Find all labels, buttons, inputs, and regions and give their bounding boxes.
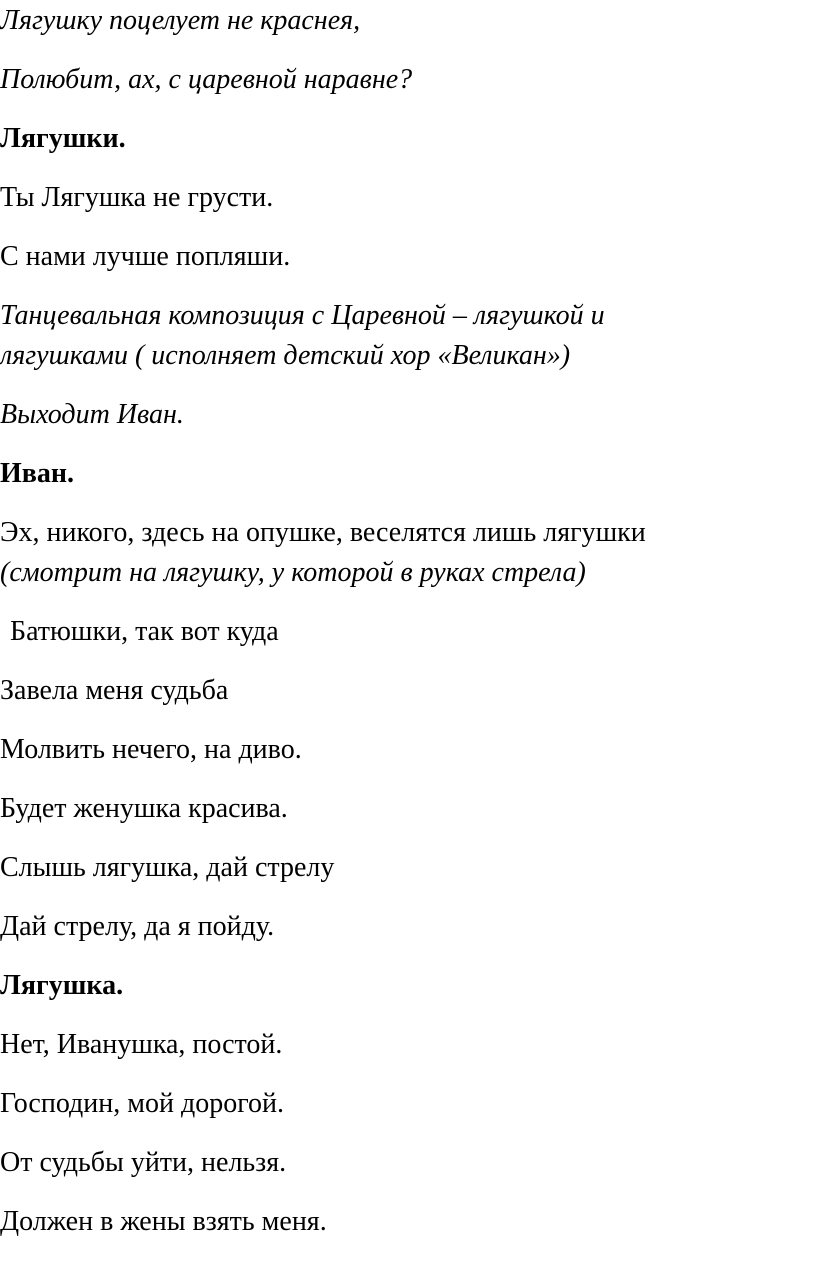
verse-line: Ты Лягушка не грусти.: [0, 182, 274, 213]
verse-line: Полюбит, ах, с царевной наравне?: [0, 64, 413, 95]
verse-line: Должен в жены взять меня.: [0, 1206, 327, 1237]
verse-line: Молвить нечего, на диво.: [0, 734, 302, 765]
stage-direction: лягушками ( исполняет детский хор «Великан»): [0, 340, 571, 371]
verse-line: От судьбы уйти, нельзя.: [0, 1147, 287, 1178]
stage-direction: Танцевальная композиция с Царевной – лягушкой и: [0, 300, 605, 331]
verse-line: Лягушку поцелует не краснея,: [0, 5, 361, 36]
verse-line: Батюшки, так вот куда: [10, 616, 279, 647]
verse-line: С нами лучше попляши.: [0, 241, 291, 272]
verse-line: Господин, мой дорогой.: [0, 1088, 284, 1119]
verse-line: Нет, Иванушка, постой.: [0, 1029, 283, 1060]
verse-line: Эх, никого, здесь на опушке, веселятся лишь лягушки: [0, 517, 646, 548]
speaker-heading: Иван.: [0, 458, 75, 489]
verse-line: Слышь лягушка, дай стрелу: [0, 852, 335, 883]
stage-direction: (смотрит на лягушку, у которой в руках стрела): [0, 557, 586, 588]
stage-direction: Выходит Иван.: [0, 399, 184, 430]
verse-line: Завела меня судьба: [0, 675, 229, 706]
speaker-heading: Лягушка.: [0, 970, 124, 1001]
verse-line: Дай стрелу, да я пойду.: [0, 911, 275, 942]
verse-line: Будет женушка красива.: [0, 793, 288, 824]
speaker-heading: Лягушки.: [0, 123, 126, 154]
